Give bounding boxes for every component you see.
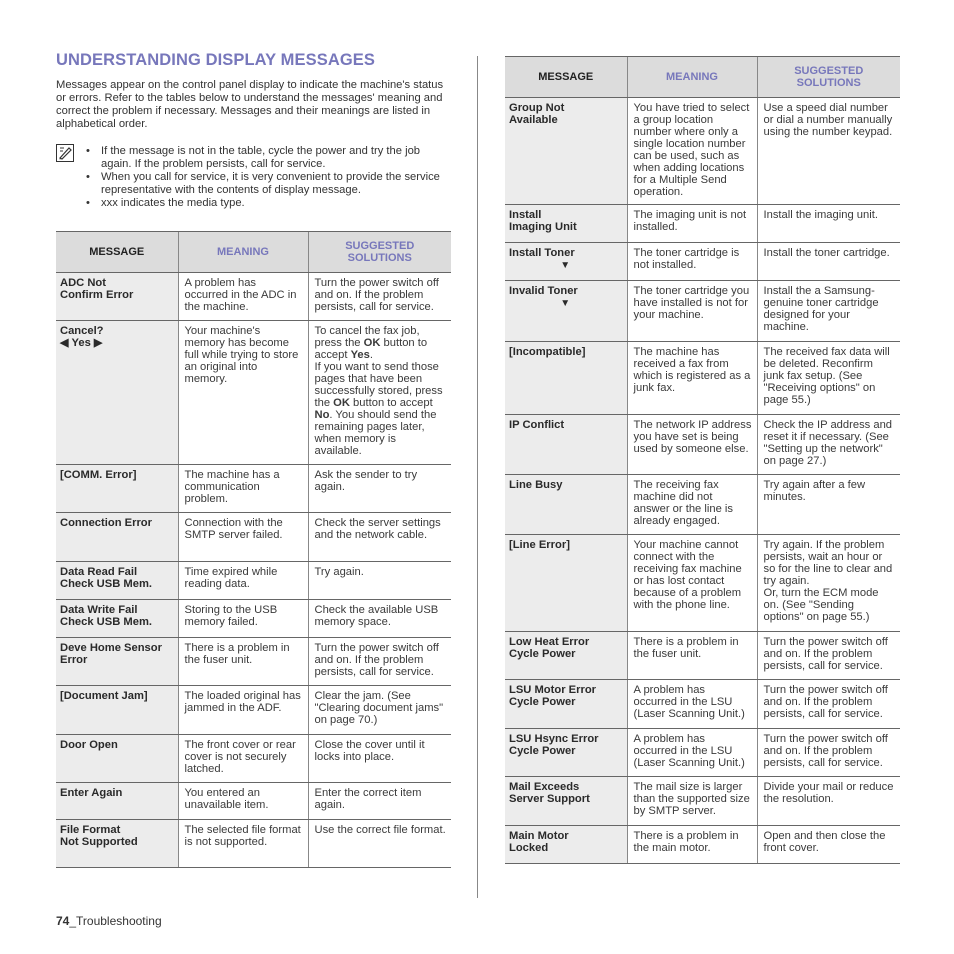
- meaning-cell: The machine has a communication problem.: [178, 465, 308, 513]
- message-cell: [505, 98, 627, 205]
- note-list: [86, 145, 446, 210]
- message-cell: [505, 729, 627, 777]
- message-text: Mail Exceeds: [509, 781, 580, 793]
- table-row: [56, 321, 451, 465]
- solution-cell: [308, 686, 451, 735]
- solution-fragment: button to accept: [349, 397, 433, 409]
- message-text: Door Open: [60, 739, 118, 751]
- solution-text: Close the cover until it locks into place.: [314, 739, 425, 763]
- message-text: Available: [509, 114, 558, 126]
- solution-text: Turn the power switch off and on. If the problem persists, call for service.: [763, 636, 888, 672]
- message-cell: [505, 777, 627, 826]
- meaning-cell: Time expired while reading data.: [178, 562, 308, 600]
- message-cell: [56, 562, 178, 600]
- solution-text: [315, 361, 447, 457]
- message-text: Cycle Power: [509, 648, 576, 660]
- message-text: ADC Not: [60, 277, 106, 289]
- solution-cell: [308, 638, 451, 686]
- solution-text: Check the IP address and reset it if necessary. (See "Setting up the network" on page 27.): [763, 419, 893, 467]
- solution-text: Turn the power switch off and on. If the problem persists, call for service.: [763, 684, 888, 720]
- message-cell: [56, 513, 178, 562]
- meaning-cell: Connection with the SMTP server failed.: [178, 513, 308, 562]
- solution-text: Try again. If the problem persists, wait an hour or so for the line to clear and try again.: [763, 539, 893, 587]
- button-name: OK: [333, 397, 350, 409]
- meaning-cell: Storing to the USB memory failed.: [178, 600, 308, 638]
- message-text: [Document Jam]: [60, 690, 148, 702]
- message-cell: [56, 638, 178, 686]
- meaning-cell: The toner cartridge is not installed.: [627, 243, 757, 281]
- header-meaning: MEANING: [627, 57, 757, 98]
- message-cell: [505, 680, 627, 729]
- header-message: MESSAGE: [505, 57, 627, 98]
- meaning-cell: A problem has occurred in the ADC in the machine.: [178, 273, 308, 321]
- solution-text: Try again after a few minutes.: [763, 479, 866, 503]
- table-row: [505, 415, 900, 475]
- solution-text: Divide your mail or reduce the resolution.: [763, 781, 894, 805]
- meaning-cell: The receiving fax machine did not answer or the line is already engaged.: [627, 475, 757, 535]
- solution-text: Check the available USB memory space.: [314, 604, 439, 628]
- meaning-cell: There is a problem in the main motor.: [627, 826, 757, 864]
- message-cell: [56, 735, 178, 783]
- message-cell: [56, 465, 178, 513]
- message-text: Connection Error: [60, 517, 152, 529]
- intro-paragraph: Messages appear on the control panel display to indicate the machine's status or errors. Refer to the tables below to understand the messages' meaning and correct the problem if necessary. Messages and their meanings are listed in alphabetical order.: [56, 79, 444, 130]
- message-text: Deve Home Sensor: [60, 642, 162, 654]
- solution-cell: [308, 321, 451, 465]
- solution-cell: [757, 826, 900, 864]
- message-text: Cycle Power: [509, 745, 576, 757]
- meaning-cell: The network IP address you have set is being used by someone else.: [627, 415, 757, 475]
- solution-cell: [308, 465, 451, 513]
- message-text: [Incompatible]: [509, 346, 586, 358]
- solution-cell: [757, 632, 900, 680]
- column-divider: [477, 56, 478, 898]
- message-cell: [56, 686, 178, 735]
- solution-text: Use a speed dial number or dial a number manually using the number keypad.: [763, 102, 893, 138]
- solution-text: Install the imaging unit.: [763, 209, 878, 221]
- header-meaning: MEANING: [178, 232, 308, 273]
- solution-text: Try again.: [314, 566, 364, 578]
- message-text: Imaging Unit: [509, 221, 577, 233]
- message-text: Install: [509, 209, 542, 221]
- header-solutions: SUGGESTED SOLUTIONS: [308, 232, 451, 273]
- message-text: Invalid Toner: [509, 285, 578, 297]
- page-footer: [56, 914, 162, 928]
- solution-cell: [308, 735, 451, 783]
- message-text: File Format: [60, 824, 121, 836]
- table-row: [505, 98, 900, 205]
- table-row: [56, 600, 451, 638]
- table-row: [56, 735, 451, 783]
- solution-cell: [757, 205, 900, 243]
- solution-cell: [757, 475, 900, 535]
- meaning-cell: The machine has received a fax from which is registered as a junk fax.: [627, 342, 757, 415]
- message-cell: [505, 281, 627, 342]
- message-text: Cycle Power: [509, 696, 576, 708]
- solution-cell: [308, 562, 451, 600]
- solution-cell: [757, 415, 900, 475]
- message-cell: [56, 321, 178, 465]
- meaning-cell: The mail size is larger than the supported size by SMTP server.: [627, 777, 757, 826]
- message-text: Main Motor: [509, 830, 569, 842]
- solution-text: Install the toner cartridge.: [763, 247, 890, 259]
- solution-cell: [308, 600, 451, 638]
- note-pencil-icon: [56, 144, 74, 162]
- solution-text: Turn the power switch off and on. If the problem persists, call for service.: [314, 642, 439, 678]
- message-cell: [505, 415, 627, 475]
- solution-text: [315, 325, 447, 361]
- solution-fragment: .: [369, 349, 373, 361]
- table-row: [505, 777, 900, 826]
- table-row: [505, 342, 900, 415]
- meaning-cell: A problem has occurred in the LSU (Laser Scanning Unit.): [627, 729, 757, 777]
- message-cell: [56, 783, 178, 820]
- solution-text: The received fax data will be deleted. Reconfirm junk fax setup. (See "Receiving options" on page 55.): [763, 346, 890, 406]
- message-text: Confirm Error: [60, 289, 134, 301]
- message-text: Cancel?: [60, 325, 104, 337]
- table-row: [56, 465, 451, 513]
- meaning-cell: Your machine cannot connect with the receiving fax machine or has lost contact because of a problem with the phone line.: [627, 535, 757, 632]
- table-row: [505, 535, 900, 632]
- message-text: Not Supported: [60, 836, 138, 848]
- meaning-cell: The loaded original has jammed in the ADF.: [178, 686, 308, 735]
- solution-cell: [757, 729, 900, 777]
- message-text: Check USB Mem.: [60, 616, 153, 628]
- solution-cell: [757, 342, 900, 415]
- message-cell: [505, 535, 627, 632]
- table-row: [56, 638, 451, 686]
- down-arrow-icon: ▼: [560, 260, 571, 271]
- table-row: [505, 475, 900, 535]
- page-number: 74: [56, 914, 70, 928]
- message-text: Low Heat Error: [509, 636, 590, 648]
- meaning-cell: You entered an unavailable item.: [178, 783, 308, 820]
- message-text: Locked: [509, 842, 549, 854]
- button-name: OK: [363, 337, 381, 349]
- meaning-cell: There is a problem in the fuser unit.: [178, 638, 308, 686]
- message-text: LSU Hsync Error: [509, 733, 599, 745]
- message-text: Line Busy: [509, 479, 563, 491]
- message-text: LSU Motor Error: [509, 684, 597, 696]
- solution-fragment: If you want to send those pages that have been successfully stored, press the: [314, 361, 443, 409]
- solution-text: Clear the jam. (See "Clearing document jams" on page 70.): [314, 690, 444, 726]
- message-option-text: ◀ Yes ▶: [60, 337, 103, 349]
- message-cell: [56, 273, 178, 321]
- table-row: [505, 729, 900, 777]
- meaning-cell: Your machine's memory has become full while trying to store an original into memory.: [178, 321, 308, 465]
- message-cell: [505, 475, 627, 535]
- solution-cell: [757, 535, 900, 632]
- solution-fragment: To cancel the fax job, press the: [314, 325, 420, 349]
- table-row: [56, 562, 451, 600]
- table-header-row: [56, 232, 451, 273]
- solution-cell: [757, 98, 900, 205]
- message-cell: [505, 243, 627, 281]
- table-row: [505, 243, 900, 281]
- table-row: [505, 632, 900, 680]
- table-row: [56, 513, 451, 562]
- solution-cell: [308, 820, 451, 868]
- table-row: [505, 205, 900, 243]
- solution-text: Open and then close the front cover.: [763, 830, 886, 854]
- table-row: [505, 281, 900, 342]
- solution-text: Check the server settings and the network cable.: [314, 517, 441, 541]
- meaning-cell: You have tried to select a group location number where only a single location number can be used, such as when adding locations for a Multiple Send operation.: [627, 98, 757, 205]
- message-text: Check USB Mem.: [60, 578, 153, 590]
- table-row: [56, 783, 451, 820]
- messages-table-right: [505, 56, 900, 864]
- meaning-cell: There is a problem in the fuser unit.: [627, 632, 757, 680]
- meaning-cell: The imaging unit is not installed.: [627, 205, 757, 243]
- solution-cell: [757, 680, 900, 729]
- meaning-cell: The front cover or rear cover is not securely latched.: [178, 735, 308, 783]
- note-item: • When you call for service, it is very convenient to provide the service representative with the contents of display message.: [86, 171, 446, 197]
- button-name: No: [314, 409, 330, 421]
- solution-text: Install the a Samsung-genuine toner cartridge designed for your machine.: [763, 285, 879, 333]
- message-cell: [505, 342, 627, 415]
- message-text: Data Write Fail: [60, 604, 138, 616]
- section-name: _Troubleshooting: [69, 914, 162, 928]
- meaning-cell: The selected file format is not supported.: [178, 820, 308, 868]
- message-text: Data Read Fail: [60, 566, 138, 578]
- message-cell: [56, 820, 178, 868]
- message-text: Enter Again: [60, 787, 123, 799]
- table-row: [56, 273, 451, 321]
- solution-text: Turn the power switch off and on. If the problem persists, call for service.: [763, 733, 888, 769]
- solution-text: Turn the power switch off and on. If the problem persists, call for service.: [314, 277, 439, 313]
- solution-cell: [308, 513, 451, 562]
- button-name: Yes: [350, 349, 370, 361]
- message-text: Server Support: [509, 793, 590, 805]
- header-message: MESSAGE: [56, 232, 178, 273]
- header-solutions: SUGGESTED SOLUTIONS: [757, 57, 900, 98]
- messages-table-left: [56, 231, 451, 868]
- table-row: [56, 686, 451, 735]
- table-header-row: [505, 57, 900, 98]
- solution-text: Or, turn the ECM mode on. (See "Sending options" on page 55.): [763, 587, 879, 623]
- solution-text: Enter the correct item again.: [314, 787, 422, 811]
- message-cell: [505, 632, 627, 680]
- solution-fragment: button to accept: [314, 337, 428, 361]
- meaning-cell: A problem has occurred in the LSU (Laser Scanning Unit.): [627, 680, 757, 729]
- note-item: • If the message is not in the table, cycle the power and try the job again. If the problem persists, call for service.: [86, 145, 446, 171]
- solution-cell: [757, 281, 900, 342]
- table-row: [505, 826, 900, 864]
- message-text: Error: [60, 654, 88, 666]
- message-text: IP Conflict: [509, 419, 565, 431]
- table-row: [505, 680, 900, 729]
- message-text: [Line Error]: [509, 539, 570, 551]
- table-row: [56, 820, 451, 868]
- note-item: • xxx indicates the media type.: [86, 197, 446, 210]
- solution-cell: [757, 243, 900, 281]
- message-text: Group Not: [509, 102, 565, 114]
- solution-cell: [308, 783, 451, 820]
- page-title: UNDERSTANDING DISPLAY MESSAGES: [56, 51, 375, 69]
- message-text: [COMM. Error]: [60, 469, 137, 481]
- solution-text: Ask the sender to try again.: [314, 469, 418, 493]
- message-cell: [505, 826, 627, 864]
- solution-cell: [308, 273, 451, 321]
- solution-cell: [757, 777, 900, 826]
- solution-text: Use the correct file format.: [314, 824, 446, 836]
- message-cell: [56, 600, 178, 638]
- message-text: Install Toner: [509, 247, 575, 259]
- meaning-cell: The toner cartridge you have installed is not for your machine.: [627, 281, 757, 342]
- solution-fragment: . You should send the remaining pages later, when memory is available.: [314, 409, 437, 457]
- message-cell: [505, 205, 627, 243]
- down-arrow-icon: ▼: [560, 298, 571, 309]
